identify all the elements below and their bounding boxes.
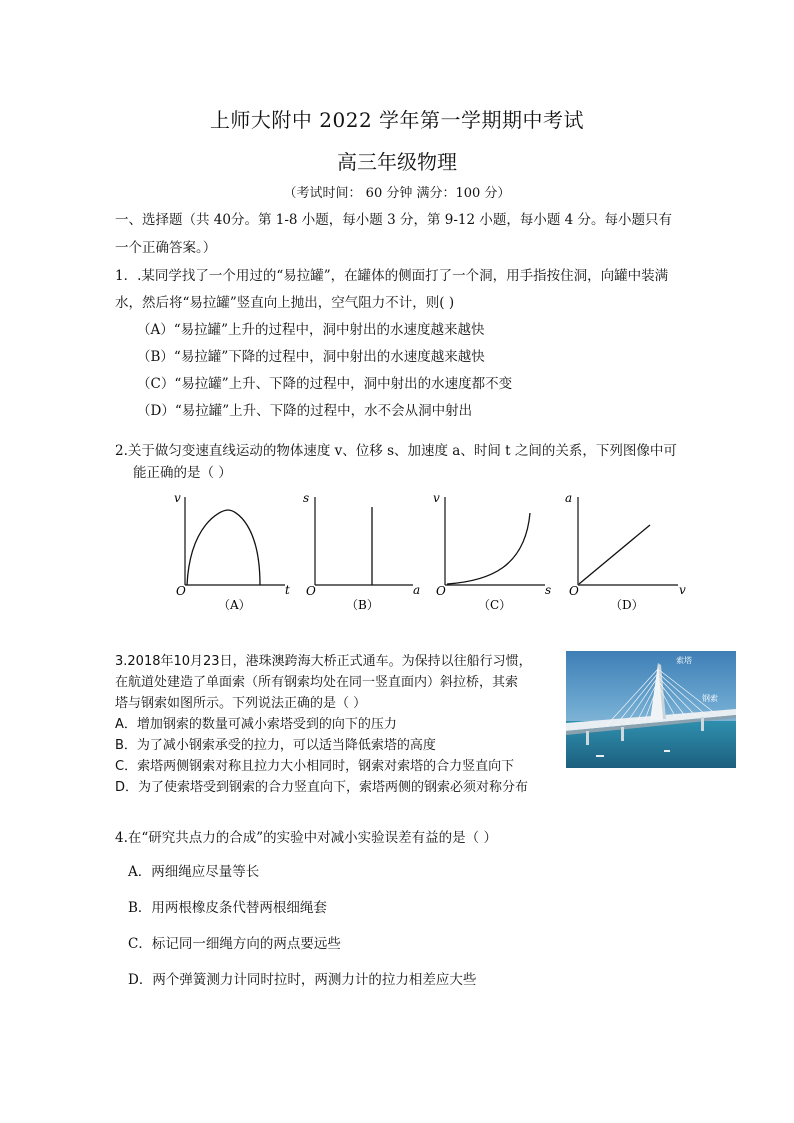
graph-b: [303, 491, 420, 612]
q3-option-a: A．增加钢索的数量可减小索塔受到的向下的压力: [115, 717, 397, 732]
q3-stem-line2: 在航道处建造了单面索（所有钢索均处在同一竖直面内）斜拉桥，其索: [115, 675, 519, 690]
exam-title: 上师大附中 2022 学年第一学期期中考试: [209, 108, 585, 132]
graph-a-origin: O: [176, 584, 186, 598]
q2-stem-line2: 能正确的是（ ）: [133, 465, 232, 481]
graph-d-y-label: a: [565, 491, 573, 505]
graph-d-line: [579, 525, 650, 584]
section-instructions-line1: 一、选择题（共 40分。第 1-8 小题，每小题 3 分，第 9-12 小题，每小题 4 分。每小题只有: [115, 212, 673, 228]
q4-option-b: B．用两根橡皮条代替两根细绳套: [128, 900, 327, 916]
q3-option-b: B．为了减小钢索承受的拉力，可以适当降低索塔的高度: [115, 738, 436, 753]
photo-label-tower: 索塔: [676, 656, 692, 665]
q1-option-c: （C）“易拉罐”上升、下降的过程中，洞中射出的水速度都不变: [137, 376, 513, 392]
q4-option-a: A．两细绳应尽量等长: [128, 864, 260, 880]
graph-c-curve: [447, 513, 530, 584]
bridge-photo: [566, 651, 736, 768]
graph-a: [174, 491, 290, 612]
graph-a-x-label: t: [285, 583, 290, 597]
q1-option-d: （D）“易拉罐”上升、下降的过程中，水不会从洞中射出: [137, 403, 473, 419]
section-instructions-line2: 一个正确答案。）: [115, 240, 217, 256]
exam-subtitle: 高三年级物理: [337, 150, 457, 174]
q1-stem-line2: 水，然后将“易拉罐”竖直向上抛出，空气阻力不计，则( ): [115, 295, 455, 311]
q2-graphs: [160, 485, 700, 620]
q1-option-a: （A）“易拉罐”上升的过程中，洞中射出的水速度越来越快: [137, 322, 485, 338]
graph-b-caption: （B）: [346, 598, 379, 612]
q1-option-b: （B）“易拉罐”下降的过程中，洞中射出的水速度越来越快: [137, 349, 485, 365]
graph-d-caption: （D）: [610, 598, 644, 612]
graph-d-origin: O: [569, 584, 579, 598]
q2-stem-line1: 2.关于做匀变速直线运动的物体速度 v、位移 s、加速度 a、时间 t 之间的关系，下列图像中可: [115, 443, 677, 459]
graph-c-y-label: v: [433, 491, 440, 505]
graph-b-x-label: a: [413, 583, 421, 597]
graph-d: [565, 491, 686, 612]
q3-option-c: C．索塔两侧钢索对称且拉力大小相同时，钢索对索塔的合力竖直向下: [115, 759, 515, 774]
graph-c-origin: O: [436, 584, 446, 598]
graph-b-y-label: s: [303, 491, 310, 505]
graph-c-caption: （C）: [478, 598, 512, 612]
q3-option-d: D．为了使索塔受到钢索的合力竖直向下，索塔两侧的钢索必须对称分布: [115, 780, 529, 795]
q4-option-c: C．标记同一细绳方向的两点要远些: [128, 936, 341, 952]
graph-d-x-label: v: [679, 583, 686, 597]
q4-option-d: D．两个弹簧测力计同时拉时，两测力计的拉力相差应大些: [128, 972, 477, 988]
graph-b-origin: O: [306, 584, 316, 598]
graph-a-caption: （A）: [218, 598, 251, 612]
q3-stem-line1: 3.2018年10月23日，港珠澳跨海大桥正式通车。为保持以往船行习惯，: [115, 654, 532, 669]
graph-c-x-label: s: [545, 583, 552, 597]
q1-stem-line1: 1．.某同学找了一个用过的“易拉罐”，在罐体的侧面打了一个洞，用手指按住洞，向罐中装满: [115, 268, 669, 284]
q3-stem-line3: 塔与钢索如图所示。下列说法正确的是（ ）: [115, 696, 367, 711]
graph-a-y-label: v: [174, 491, 181, 505]
q4-stem: 4.在“研究共点力的合成”的实验中对减小实验误差有益的是（ ）: [115, 830, 497, 846]
exam-meta: （考试时间： 60 分钟 满分：100 分）: [283, 186, 511, 201]
photo-label-cable: 钢索: [702, 694, 718, 703]
graph-c: [433, 491, 551, 612]
graph-a-curve: [187, 510, 260, 585]
